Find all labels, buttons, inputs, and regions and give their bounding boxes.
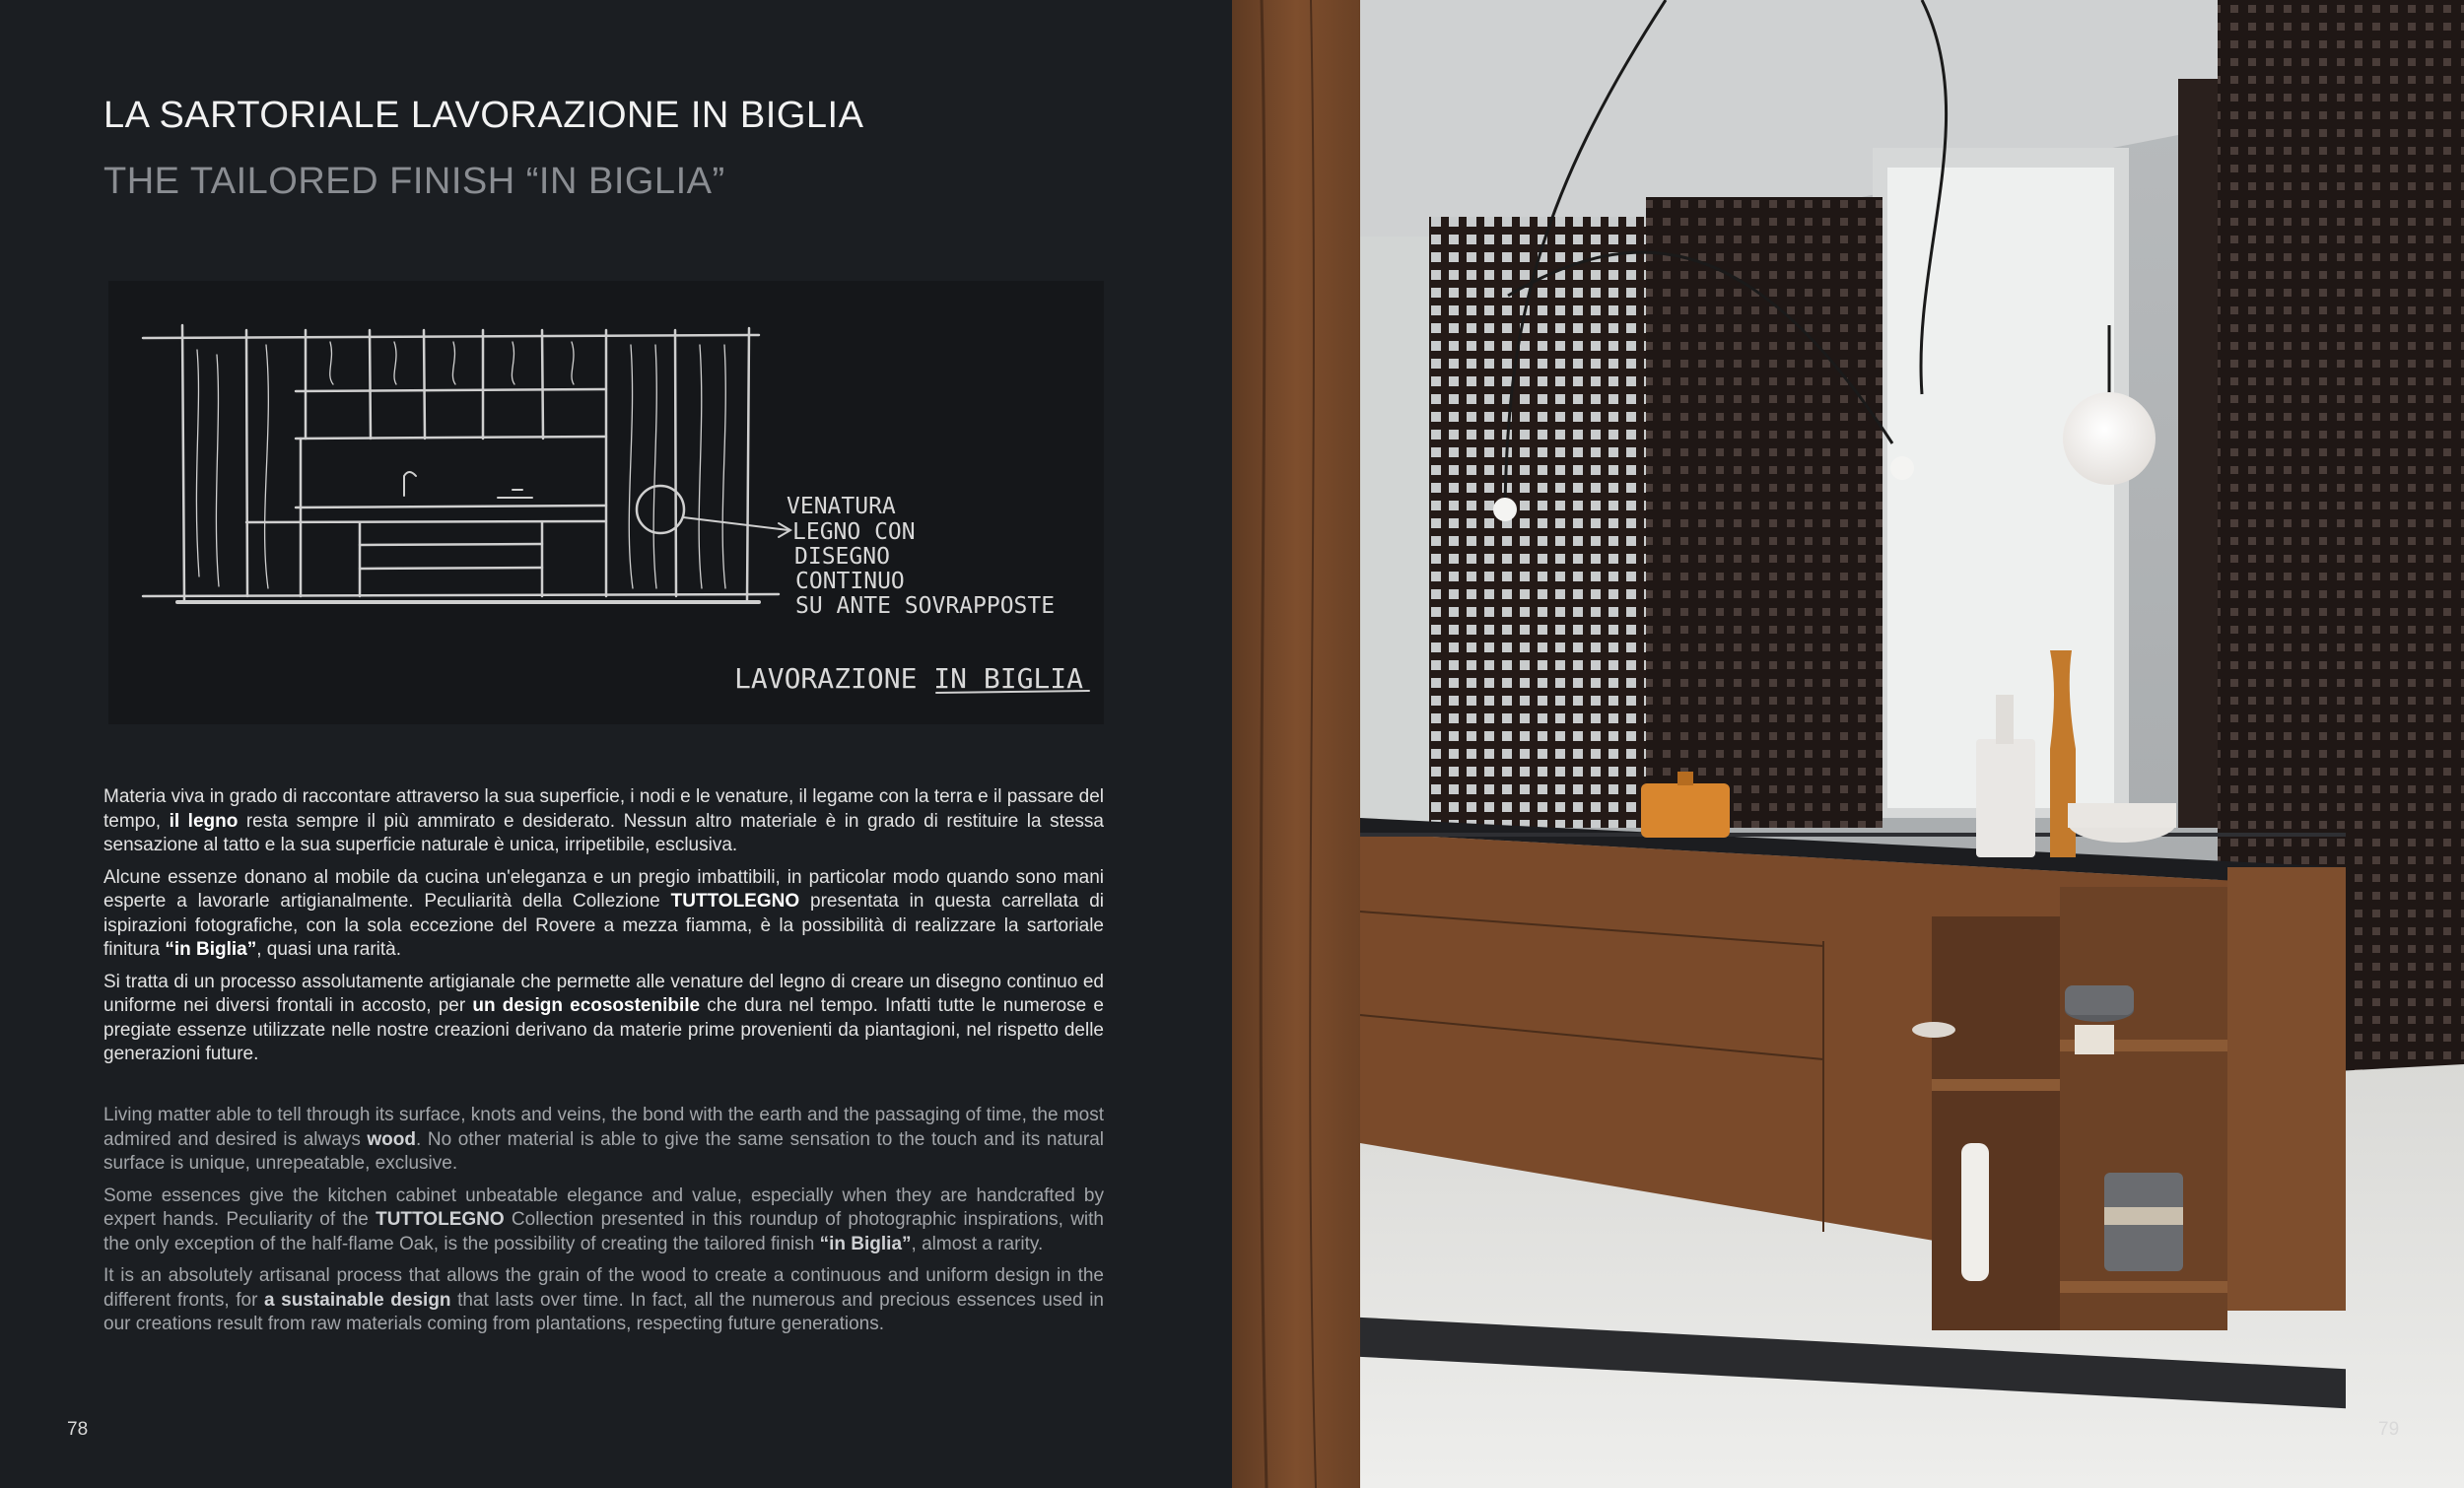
english-text: [103, 1104, 1104, 1345]
sketch-note-line-1: VENATURA: [787, 494, 896, 519]
page-number-left: 78: [67, 1419, 89, 1440]
title-italian: LA SARTORIALE LAVORAZIONE IN BIGLIA: [103, 95, 864, 136]
italian-text: [103, 785, 1104, 1075]
italian-paragraph-2: Alcune essenze donano al mobile da cucina un'eleganza e un pregio imbattibili, in particolar modo quando sono mani esperte a lavorarle artigianalmente. Peculiarità della Collezione TUTTOLEGNO presentata in questa carrellata di ispirazioni fotografiche, con la sola eccezione del Rovere a mezza fiamma, è la possibilità di realizzare la sartoriale finitura “in Biglia”, quasi una rarità.: [103, 866, 1104, 960]
english-paragraph-1: Living matter able to tell through its surface, knots and veins, the bond with the earth and the passaging of time, the most admired and desired is always wood. No other material is able to give the same sensation to the touch and its natural surface is unique, unrepeatable, exclusive.: [103, 1105, 1104, 1174]
sketch-note-line-4: CONTINUO: [795, 569, 905, 594]
wood-pillar: [1232, 0, 1360, 1488]
right-page: [1232, 0, 2464, 1488]
title-english: THE TAILORED FINISH “IN BIGLIA”: [103, 161, 725, 202]
english-paragraph-3: It is an absolutely artisanal process that allows the grain of the wood to create a continuous and uniform design in the different fronts, for a sustainable design that lasts over time. In fact, all the numerous and precious essences used in our creations result from raw materials coming from plantations, respecting future generations.: [103, 1265, 1104, 1334]
sketch-caption: LAVORAZIONE IN BIGLIA: [734, 662, 1084, 695]
sketch-note-line-2: LEGNO CON: [792, 519, 916, 545]
sketch-note-line-5: SU ANTE SOVRAPPOSTE: [795, 593, 1056, 619]
kitchen-photo: [1232, 0, 2464, 1488]
sketch-note-line-3: DISEGNO: [794, 544, 890, 570]
chalk-sketch: [108, 281, 1104, 724]
italian-paragraph-3: Si tratta di un processo assolutamente artigianale che permette alle venature del legno di creare un disegno continuo ed uniforme nei diversi frontali in accosto, per un design ecosostenibile che dura nel tempo. Infatti tutte le numerose e pregiate essenze utilizzate nelle nostre creazioni derivano da materie prime provenienti da piantagioni, nel rispetto delle generazioni future.: [103, 971, 1104, 1064]
page-number-right: 79: [2378, 1419, 2400, 1440]
italian-paragraph-1: Materia viva in grado di raccontare attraverso la sua superficie, i nodi e le venature, il legame con la terra e il passare del tempo, il legno resta sempre il più ammirato e desiderato. Nessun altro materiale è in grado di restituire la stessa sensazione al tatto e la sua superficie naturale è unica, irripetibile, esclusiva.: [103, 786, 1104, 855]
english-paragraph-2: Some essences give the kitchen cabinet unbeatable elegance and value, especially when they are handcrafted by expert hands. Peculiarity of the TUTTOLEGNO Collection presented in this roundup of photographic inspirations, with the only exception of the half-flame Oak, is the possibility of creating the tailored finish “in Biglia”, almost a rarity.: [103, 1184, 1104, 1254]
